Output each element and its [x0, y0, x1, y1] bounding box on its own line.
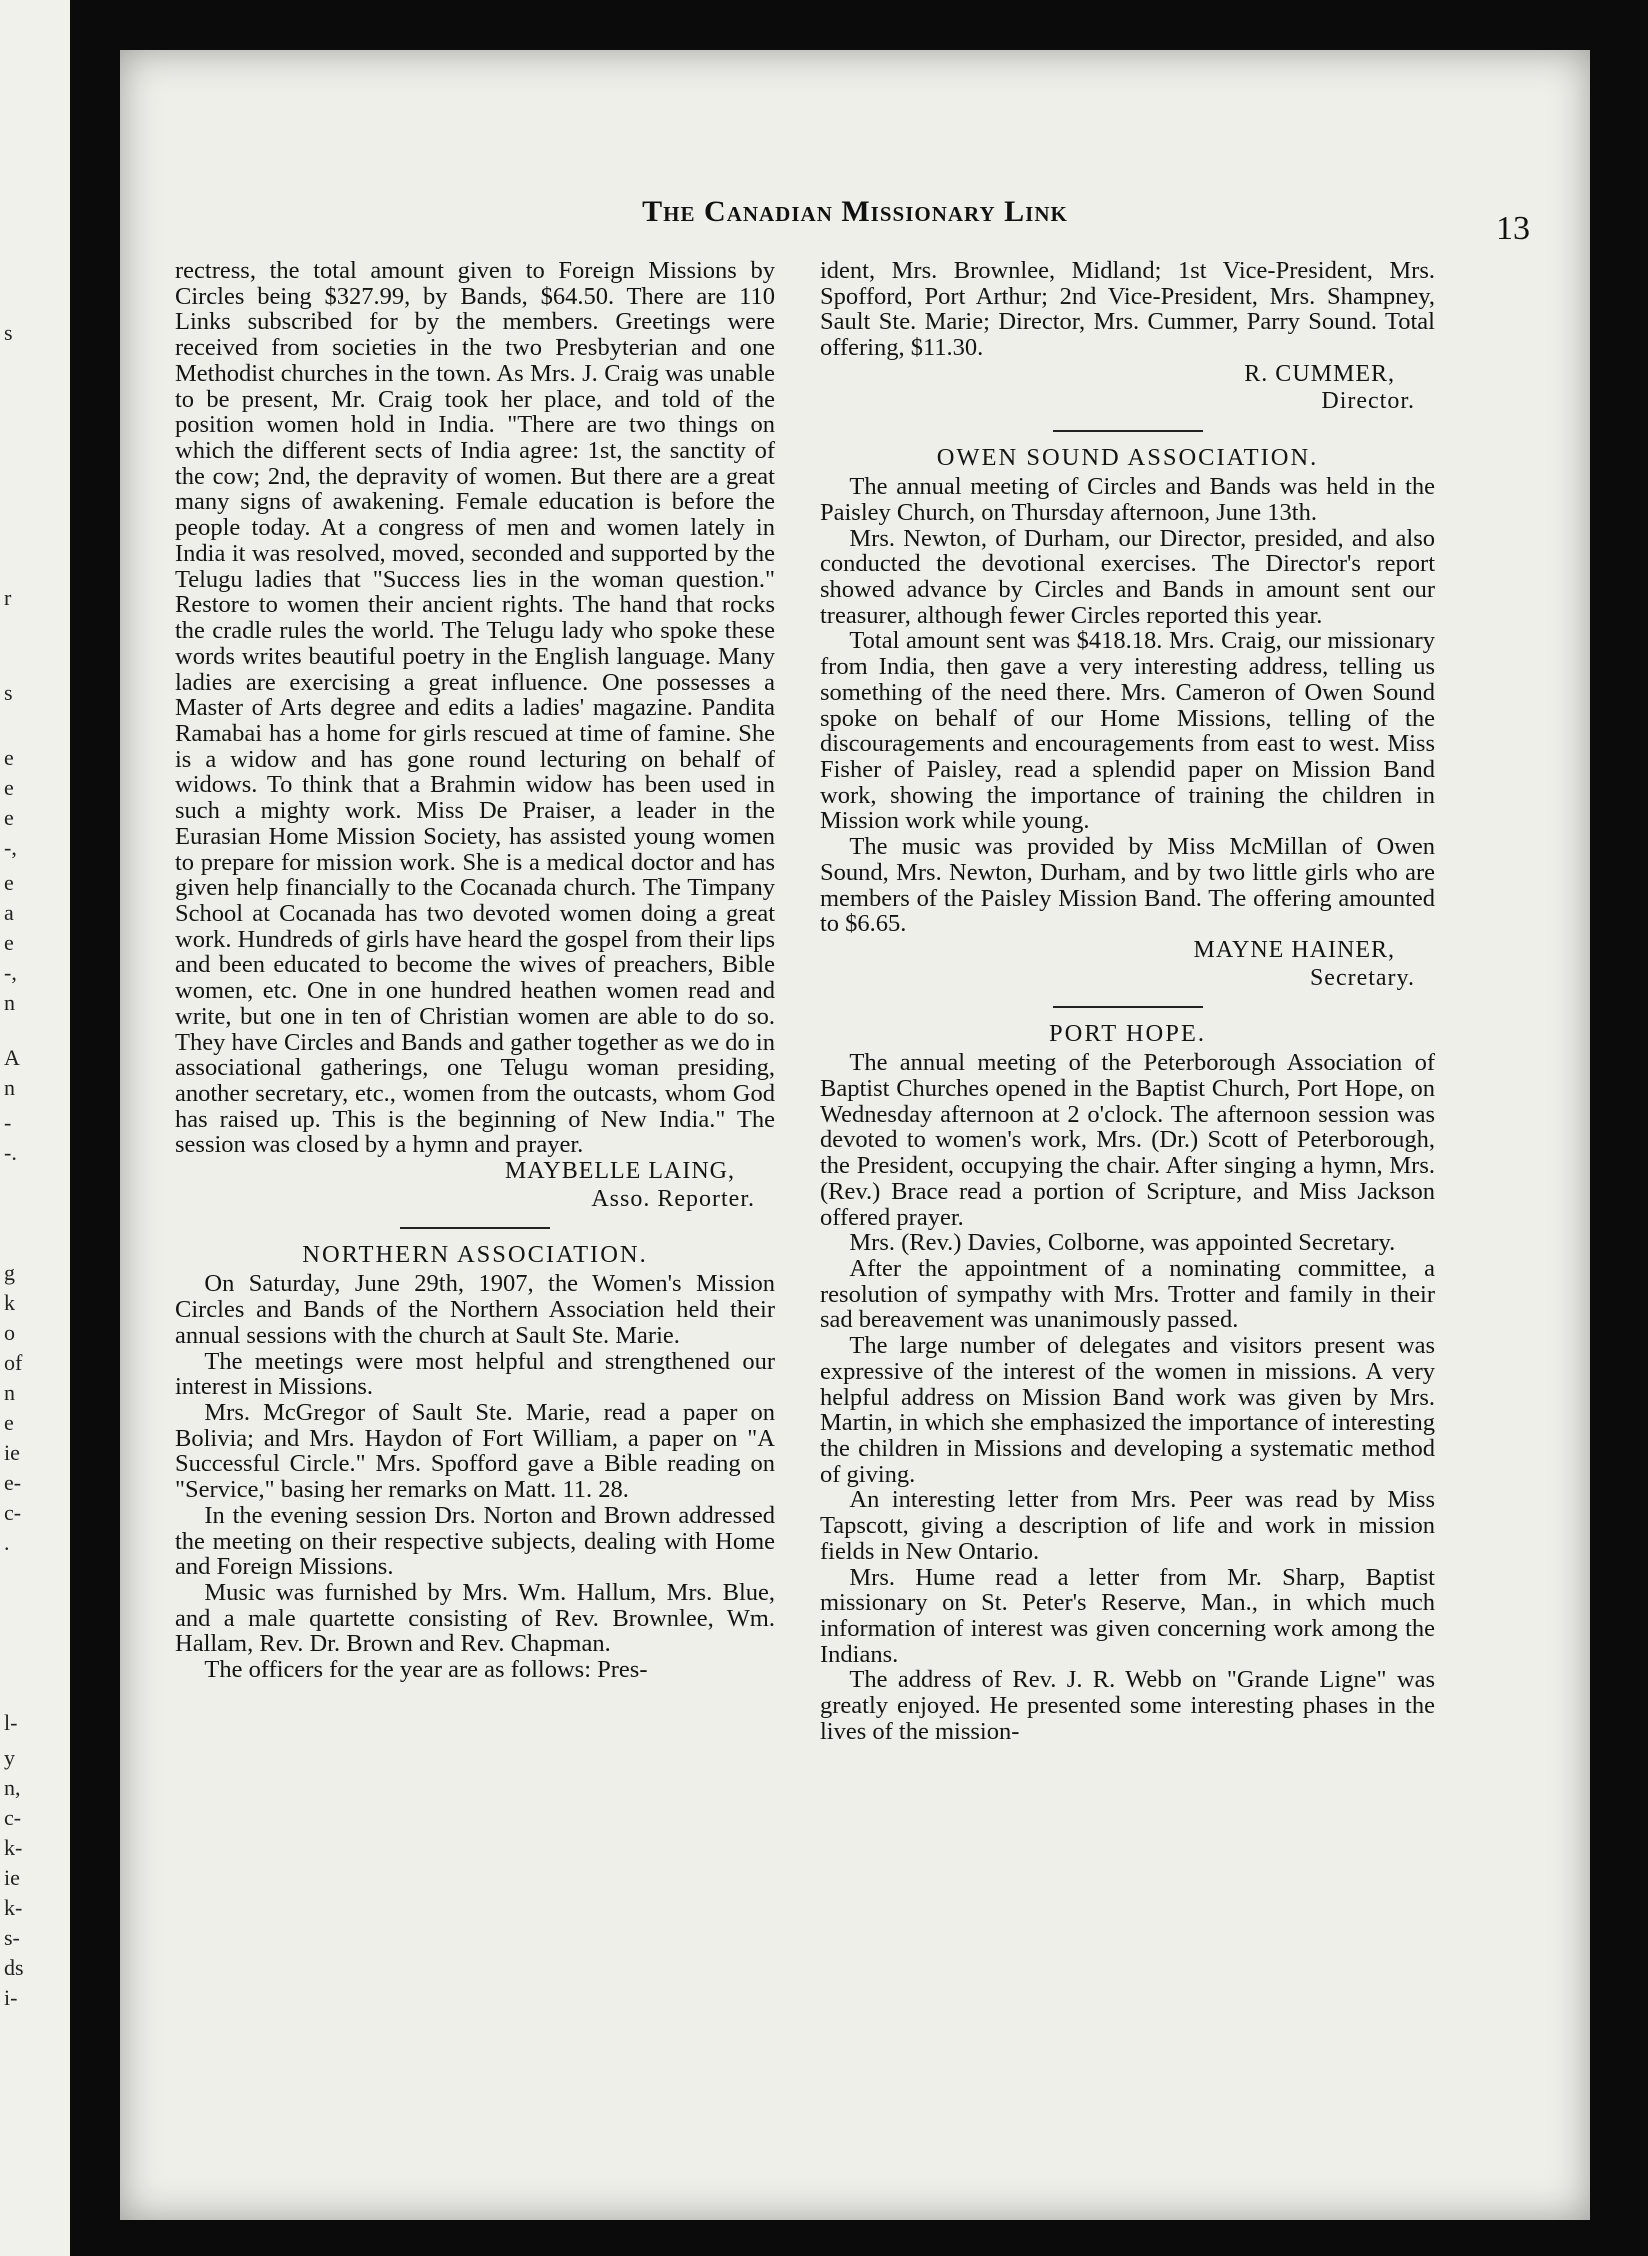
margin-fragment: s	[4, 320, 13, 345]
page	[120, 50, 1590, 2220]
margin-fragment: -,	[4, 835, 17, 860]
port-hope-paragraph: An interesting letter from Mrs. Peer was read by Miss Tapscott, giving a description of life and work in mission fields in New Ontario.	[820, 1486, 1435, 1565]
margin-fragment: k-	[4, 1895, 23, 1920]
section-divider	[1053, 1006, 1203, 1008]
margin-fragment: r	[4, 585, 12, 610]
section-title-owen-sound: OWEN SOUND ASSOCIATION.	[936, 444, 1319, 472]
northern-paragraph: Mrs. McGregor of Sault Ste. Marie, read a paper on Bolivia; and Mrs. Haydon of Fort William, a paper on "A Successful Circle." Mrs. Spofford gave a Bible reading on "Service," basing her remarks on Matt. 11. 28.	[175, 1398, 775, 1504]
margin-fragment: c-	[4, 1805, 22, 1830]
margin-fragment: e	[4, 805, 14, 830]
port-hope-paragraph: The annual meeting of the Peterborough Association of Baptist Churches opened in the Baptist Church, Port Hope, on Wednesday afternoon at 2 o'clock. The afternoon session was devoted to women's work, Mrs. (Dr.) Scott of Peterborough, the President, occupying the chair. After singing a hymn, Mrs. (Rev.) Brace read a portion of Scripture, and Miss Jackson offered prayer.	[820, 1049, 1435, 1231]
section-divider	[1053, 430, 1203, 432]
margin-fragment: n	[4, 1075, 15, 1100]
owen-sound-paragraph: Mrs. Newton, of Durham, our Director, presided, and also conducted the devotional exercises. The Director's report showed advance by Circles and Bands in amount sent our treasurer, although fewer Circles reported this year.	[820, 524, 1435, 629]
opening-paragraph: rectress, the total amount given to Foreign Missions by Circles being $327.99, by Bands, $64.50. There are 110 Links subscribed for by the members. Greetings were received from societies in the two Presbyterian and one Methodist churches in the town. As Mrs. J. Craig was unable to be present, Mr. Craig took her place, and told of the position women hold in India. "There are two things on which the different sects of India agree: 1st, the sanctity of the cow; 2nd, the depravity of women. But there are a great many signs of awakening. Female education is before the people today. At a congress of men and women lately in India it was resolved, moved, seconded and supported by the Telugu ladies that "Success lies in the woman question." Restore to women their ancient rights. The hand that rocks the cradle rules the world. The Telugu lady who spoke these words writes beautiful poetry in the English language. Many ladies are exercising a great influence. One possesses a Master of Arts degree and edits a ladies' magazine. Pandita Ramabai has a home for girls rescued at time of famine. She is a widow and has gone round lecturing on behalf of widows. To think that a Brahmin widow has been used in such a mighty work. Miss De Praiser, a leader in the Eurasian Home Mission Society, has assisted young women to prepare for mission work. She is a medical doctor and has given help financially to the Cocanada church. The Timpany School at Cocanada has two devoted women doing a great work. Hundreds of girls have heard the gospel from their lips and been educated to become the wives of preachers, Bible women, etc. One in one hundred heathen women read and write, but one in ten of Christian women are able to do so. They have Circles and Bands and gather together as we do in associational gatherings, one Telugu woman presiding, another secretary, etc., women from the outcasts, whom God has raised up. This is the beginning of New India." The session was closed by a hymn and prayer.	[175, 257, 775, 1159]
margin-fragment: a	[4, 900, 14, 925]
margin-fragment: n,	[4, 1775, 21, 1800]
running-header: The Canadian Missionary Link	[642, 195, 1068, 228]
signature-name: R. CUMMER,	[1244, 360, 1395, 387]
northern-paragraph: Music was furnished by Mrs. Wm. Hallum, Mrs. Blue, and a male quartette consisting of Rev. Brownlee, Wm. Hallam, Rev. Dr. Brown and Rev. Chapman.	[175, 1578, 775, 1658]
margin-fragment: k-	[4, 1835, 23, 1860]
margin-fragment: of	[4, 1350, 23, 1375]
margin-fragment: -	[4, 1110, 12, 1135]
margin-fragment: y	[4, 1745, 15, 1770]
margin-fragment: e	[4, 930, 14, 955]
margin-fragment: ds	[4, 1955, 24, 1980]
signature-title: Asso. Reporter.	[591, 1185, 755, 1212]
margin-fragment: o	[4, 1320, 15, 1345]
owen-sound-paragraph: The music was provided by Miss McMillan of Owen Sound, Mrs. Newton, Durham, and by two little girls who are members of the Paisley Mission Band. The offering amounted to $6.65.	[820, 833, 1435, 938]
northern-paragraph: On Saturday, June 29th, 1907, the Women's Mission Circles and Bands of the Northern Association held their annual sessions with the church at Sault Ste. Marie.	[175, 1270, 775, 1349]
margin-fragment: n	[4, 990, 15, 1015]
section-title-port-hope: PORT HOPE.	[1049, 1020, 1206, 1048]
section-title-northern: NORTHERN ASSOCIATION.	[302, 1241, 648, 1269]
port-hope-paragraph: The address of Rev. J. R. Webb on "Grande Ligne" was greatly enjoyed. He presented some interesting phases in the lives of the mission-	[820, 1666, 1435, 1745]
port-hope-paragraph: After the appointment of a nominating committee, a resolution of sympathy with Mrs. Trotter and family in their sad bereavement was unanimously passed.	[820, 1254, 1435, 1334]
left-column	[175, 258, 775, 1683]
margin-fragment: -.	[4, 1140, 17, 1165]
northern-paragraph: The officers for the year are as follows: Pres-	[204, 1656, 648, 1684]
margin-fragment: e	[4, 870, 14, 895]
margin-fragment: e	[4, 775, 14, 800]
signature-title: Director.	[1321, 388, 1415, 415]
margin-fragment: ie	[4, 1865, 20, 1890]
margin-fragment: k	[4, 1290, 15, 1315]
signature-name: MAYBELLE LAING,	[504, 1158, 735, 1185]
margin-fragment: .	[4, 1530, 10, 1555]
port-hope-paragraph: The large number of delegates and visitors present was expressive of the interest of the women in missions. A very helpful address on Mission Band work was given by Mrs. Martin, in which she emphasized the importance of interesting the children in Missions and developing a systematic method of giving.	[820, 1332, 1435, 1488]
margin-fragment: g	[4, 1260, 15, 1285]
margin-fragment: A	[4, 1045, 20, 1070]
margin-fragment: e	[4, 745, 14, 770]
margin-fragment: c-	[4, 1500, 22, 1525]
section-divider	[400, 1227, 550, 1229]
margin-fragment: n	[4, 1380, 15, 1405]
margin-fragment: ie	[4, 1440, 20, 1465]
right-column	[820, 258, 1435, 1745]
adjacent-page-edge	[0, 0, 70, 2256]
page-number: 13	[1496, 210, 1530, 247]
port-hope-paragraph: Mrs. (Rev.) Davies, Colborne, was appointed Secretary.	[849, 1229, 1396, 1257]
owen-sound-paragraph: Total amount sent was $418.18. Mrs. Craig, our missionary from India, then gave a very interesting address, telling us something of the need there. Mrs. Cameron of Owen Sound spoke on behalf of our Home Missions, telling of the discouragements and encouragements from east to west. Miss Fisher of Paisley, read a splendid paper on Mission Band work, showing the importance of training the children in Mission work while young.	[820, 627, 1435, 835]
margin-fragment: s-	[4, 1925, 20, 1950]
signature-name: MAYNE HAINER,	[1193, 937, 1395, 963]
margin-fragment: -,	[4, 960, 17, 985]
margin-fragment: s	[4, 680, 13, 705]
margin-fragment: e-	[4, 1470, 22, 1495]
margin-fragment: l-	[4, 1710, 18, 1735]
northern-continued-paragraph: ident, Mrs. Brownlee, Midland; 1st Vice-President, Mrs. Spofford, Port Arthur; 2nd Vice-President, Mrs. Shampney, Sault Ste. Marie; Director, Mrs. Cummer, Parry Sound. Total offering, $11.30.	[820, 257, 1435, 362]
northern-paragraph: The meetings were most helpful and strengthened our interest in Missions.	[175, 1347, 775, 1401]
owen-sound-paragraph: The annual meeting of Circles and Bands was held in the Paisley Church, on Thursday afternoon, June 13th.	[820, 473, 1435, 526]
margin-fragment: i-	[4, 1985, 18, 2010]
signature-title: Secretary.	[1309, 964, 1415, 991]
port-hope-paragraph: Mrs. Hume read a letter from Mr. Sharp, Baptist missionary on St. Peter's Reserve, Man., in which much information of interest was given concerning work among the Indians.	[820, 1563, 1435, 1668]
northern-paragraph: In the evening session Drs. Norton and Brown addressed the meeting on their respective subjects, dealing with Home and Foreign Missions.	[175, 1501, 775, 1581]
margin-fragment: e	[4, 1410, 14, 1435]
